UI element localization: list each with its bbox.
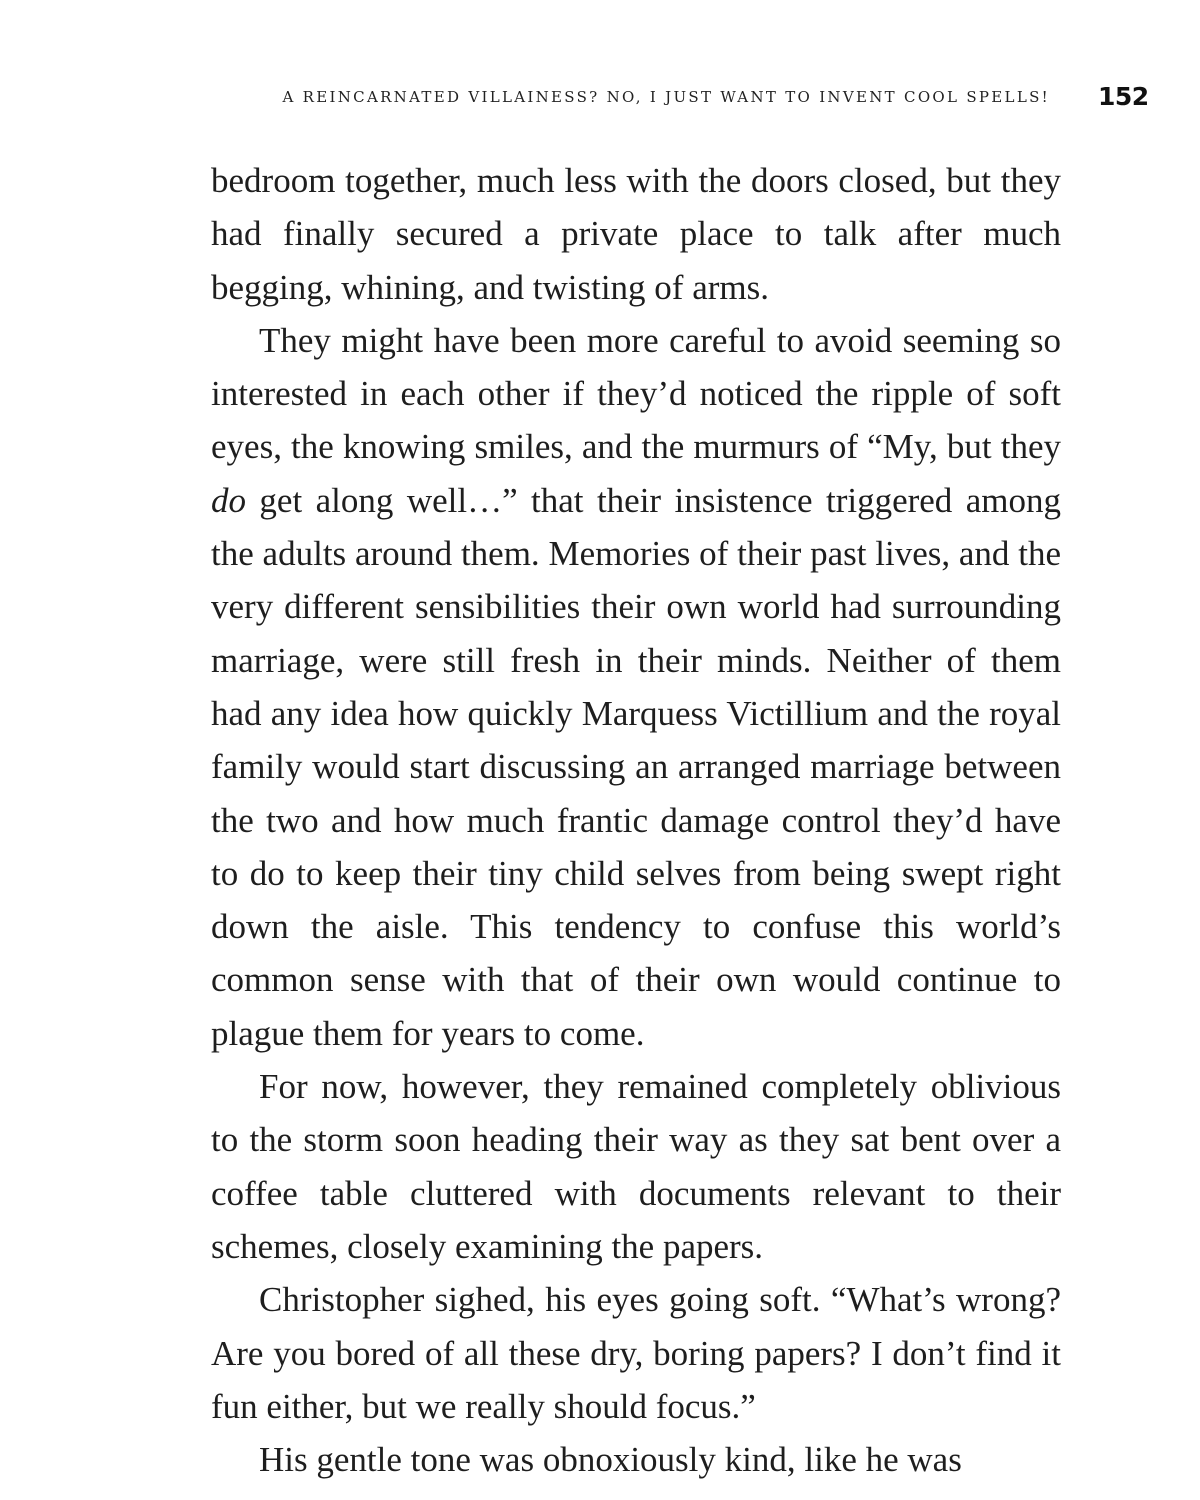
paragraph-text: His gentle tone was obnoxiously kind, like he was: [259, 1440, 962, 1480]
paragraph-2: [211, 314, 1061, 1060]
body-text: [211, 154, 1061, 1486]
emphasis-text: do: [211, 480, 246, 520]
paragraph-text-continued: get along well…” that their insistence triggered among the adults around them. Memories of their past lives, and the very different sensibilities their own world had surrounding marriage, were still fresh in their minds. Neither of them had any idea how quickly Marquess Victillium and the royal family would start discussing an arranged marriage between the two and how much frantic damage control they’d have to do to keep their tiny child selves from being swept right down the aisle. This tendency to confuse this world’s common sense with that of their own would continue to plague them for years to come.: [211, 480, 1061, 1053]
paragraph-1: [211, 154, 1061, 314]
running-header: [0, 84, 1200, 114]
paragraph-text: They might have been more careful to avoid seeming so interested in each other if they’d noticed the ripple of soft eyes, the knowing smiles, and the murmurs of “My, but they: [211, 320, 1061, 467]
paragraph-3: [211, 1060, 1061, 1273]
paragraph-5: [211, 1433, 1061, 1486]
paragraph-text: For now, however, they remained completely oblivious to the storm soon heading their way as they sat bent over a coffee table cluttered with documents relevant to their schemes, closely examining the papers.: [211, 1067, 1061, 1266]
paragraph-text: Christopher sighed, his eyes going soft. “What’s wrong? Are you bored of all these dry, boring papers? I don’t find it fun either, but we really should focus.”: [211, 1280, 1061, 1426]
paragraph-4: [211, 1273, 1061, 1433]
page-number: 152: [1098, 82, 1149, 111]
paragraph-text: bedroom together, much less with the doors closed, but they had finally secured a private place to talk after much begging, whining, and twisting of arms.: [211, 161, 1061, 307]
book-title: A REINCARNATED VILLAINESS? NO, I JUST WANT TO INVENT COOL SPELLS!: [282, 88, 1050, 106]
